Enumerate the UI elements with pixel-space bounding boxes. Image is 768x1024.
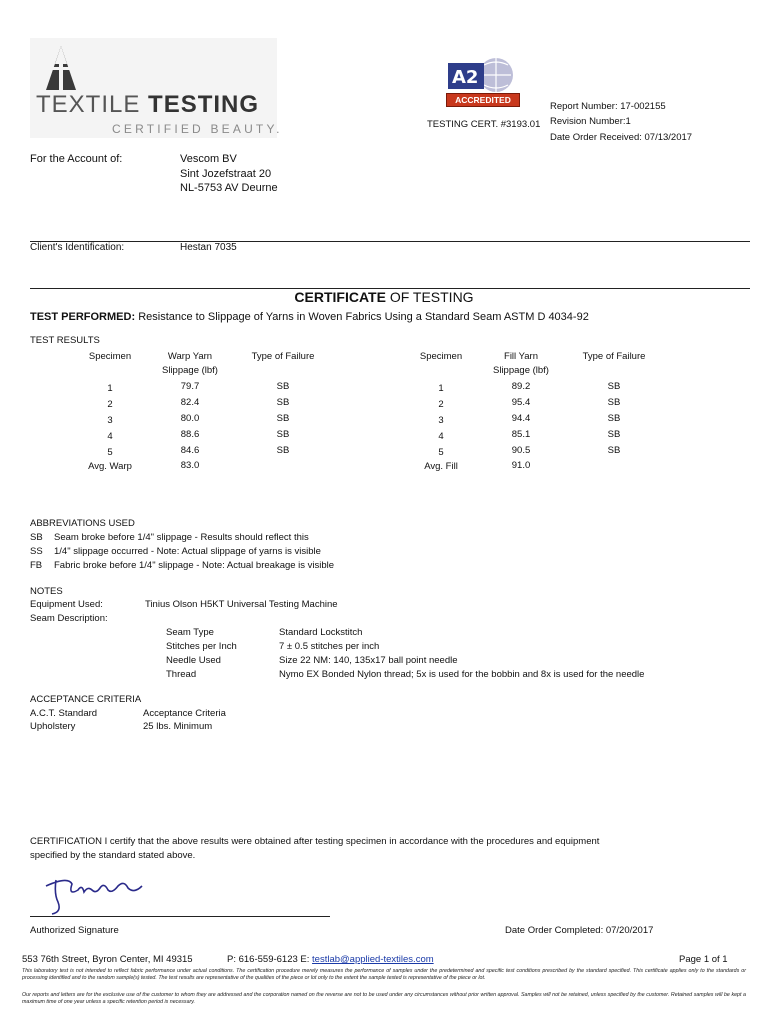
equipment-value: Tinius Olson H5KT Universal Testing Machine xyxy=(145,599,338,610)
seam-row-label: Seam Type xyxy=(166,627,214,638)
fill-yarn-header: Fill Yarn xyxy=(504,351,538,362)
account-name: Vescom BV xyxy=(180,153,237,165)
company-logo xyxy=(30,38,283,138)
fill-value-cell: 90.5 xyxy=(511,445,531,456)
revision-number: Revision Number:1 xyxy=(550,116,631,127)
fill-slippage-header: Slippage (lbf) xyxy=(493,365,549,376)
fill-failure-cell: SB xyxy=(607,381,621,392)
date-order-received: Date Order Received: 07/13/2017 xyxy=(550,132,693,143)
fill-value-cell: 89.2 xyxy=(511,381,531,392)
abbreviation-text: Seam broke before 1/4" slippage - Results should reflect this xyxy=(54,532,309,543)
acceptance-row-value: 25 lbs. Minimum xyxy=(143,721,213,732)
certificate-title-rest: OF TESTING xyxy=(389,289,474,305)
fill-specimen-cell: 5 xyxy=(438,447,444,458)
warp-value-cell: 88.6 xyxy=(180,429,200,440)
abbreviations-heading: ABBREVIATIONS USED xyxy=(30,518,135,529)
signature-line xyxy=(30,916,330,917)
warp-yarn-header: Warp Yarn xyxy=(167,351,213,362)
acceptance-row-label: Upholstery xyxy=(30,721,76,732)
abbreviation-code: FB xyxy=(30,560,43,571)
accredited-label: ACCREDITED xyxy=(446,93,520,107)
warp-specimen-cell: 4 xyxy=(107,431,113,442)
fill-specimen-cell: 4 xyxy=(438,431,444,442)
fill-value-cell: 94.4 xyxy=(511,413,531,424)
seam-row-label: Stitches per Inch xyxy=(166,641,237,652)
seam-description-label: Seam Description: xyxy=(30,613,108,624)
seam-row-value: Standard Lockstitch xyxy=(279,627,363,638)
date-order-completed: Date Order Completed: 07/20/2017 xyxy=(505,925,654,936)
warp-specimen-cell: 3 xyxy=(107,415,113,426)
warp-failure-header: Type of Failure xyxy=(251,351,315,362)
equipment-label: Equipment Used: xyxy=(30,599,103,610)
fill-failure-cell: SB xyxy=(607,413,621,424)
warp-value-cell: 84.6 xyxy=(180,445,200,456)
warp-specimen-header: Specimen xyxy=(88,351,132,362)
fill-failure-cell: SB xyxy=(607,429,621,440)
account-label: For the Account of: xyxy=(30,153,123,165)
warp-specimen-cell: 2 xyxy=(107,399,113,410)
warp-value-cell: 82.4 xyxy=(180,397,200,408)
test-performed-label: TEST PERFORMED: xyxy=(30,311,136,323)
fill-avg-value: 91.0 xyxy=(511,460,531,471)
abbreviation-text: Fabric broke before 1/4" slippage - Note: Actual breakage is visible xyxy=(54,560,335,571)
logo-tagline: CERTIFIED BEAUTY. xyxy=(112,122,283,136)
warp-avg-label: Avg. Warp xyxy=(88,461,132,472)
testing-cert-number: TESTING CERT. #3193.01 xyxy=(427,119,541,130)
warp-slippage-header: Slippage (lbf) xyxy=(162,365,218,376)
fill-specimen-cell: 1 xyxy=(438,383,444,394)
warp-failure-cell: SB xyxy=(276,413,290,424)
footer-phone: P: 616-559-6123 E: xyxy=(227,954,310,965)
logo-word-textile: TEXTILE xyxy=(36,91,141,118)
svg-text:A2: A2 xyxy=(452,67,479,88)
warp-value-cell: 80.0 xyxy=(180,413,200,424)
abbreviation-code: SB xyxy=(30,532,43,543)
fill-failure-cell: SB xyxy=(607,445,621,456)
certification-line2: specified by the standard stated above. xyxy=(30,850,196,861)
certification-line1: CERTIFICATION I certify that the above results were obtained after testing specimen in accordance with the procedures and equipment xyxy=(30,836,600,847)
fill-avg-label: Avg. Fill xyxy=(424,461,458,472)
accreditation-badge xyxy=(444,55,520,107)
footer-email-link[interactable]: testlab@applied-textiles.com xyxy=(312,954,434,965)
seam-row-label: Thread xyxy=(166,669,197,680)
certificate-title xyxy=(0,289,768,305)
footer-address: 553 76th Street, Byron Center, MI 49315 xyxy=(22,954,193,965)
handwritten-signature xyxy=(38,872,168,918)
abbreviation-text: 1/4" slippage occurred - Note: Actual slippage of yarns is visible xyxy=(54,546,321,557)
certificate-title-bold: CERTIFICATE xyxy=(294,289,386,305)
account-city: NL-5753 AV Deurne xyxy=(180,182,278,194)
acceptance-col-standard: A.C.T. Standard xyxy=(30,708,98,719)
fill-specimen-header: Specimen xyxy=(419,351,463,362)
warp-avg-value: 83.0 xyxy=(180,460,200,471)
client-id-label: Client's Identification: xyxy=(30,242,125,253)
warp-failure-cell: SB xyxy=(276,429,290,440)
divider xyxy=(30,241,750,242)
footer-disclaimer-1: This laboratory test is not intended to reflect fabric performance under actual conditions. The certification procedure merely measures the performance of samples under the predetermined and specific test conditions prescribed by the standard specified. This certificate applies only to the standards or processing identified and to the random sample(s) tested. The test results are representative of the qualities of the piece or lot only to the extent the sample tested is representative of the piece or lot. xyxy=(22,968,746,981)
fill-specimen-cell: 3 xyxy=(438,415,444,426)
seam-row-value: Nymo EX Bonded Nylon thread; 5x is used for the bobbin and 8x is used for the needle xyxy=(279,669,645,680)
page-number: Page 1 of 1 xyxy=(679,954,728,965)
footer-disclaimer-2: Our reports and letters are for the exclusive use of the customer to whom they are addressed and the corporation named on the reverse are not to be used under any circumstances without prior written approval. Samples will not be retained, unless specified by the customer. Retained samples will be kept a maximum time of one year unless a specific retention period is necessary. xyxy=(22,992,746,1005)
warp-failure-cell: SB xyxy=(276,445,290,456)
fill-value-cell: 95.4 xyxy=(511,397,531,408)
notes-heading: NOTES xyxy=(30,586,63,597)
fill-failure-header: Type of Failure xyxy=(582,351,646,362)
client-id-value: Hestan 7035 xyxy=(180,242,237,253)
report-number: Report Number: 17-002155 xyxy=(550,101,666,112)
logo-word-testing: TESTING xyxy=(148,91,260,118)
fill-value-cell: 85.1 xyxy=(511,429,531,440)
authorized-signature-label: Authorized Signature xyxy=(30,925,119,936)
account-street: Sint Jozefstraat 20 xyxy=(180,168,272,180)
test-results-heading: TEST RESULTS xyxy=(30,335,100,346)
fill-specimen-cell: 2 xyxy=(438,399,444,410)
acceptance-col-criteria: Acceptance Criteria xyxy=(143,708,226,719)
abbreviation-code: SS xyxy=(30,546,43,557)
warp-value-cell: 79.7 xyxy=(180,381,200,392)
test-performed xyxy=(30,311,589,323)
test-performed-value: Resistance to Slippage of Yarns in Woven Fabrics Using a Standard Seam ASTM D 4034-92 xyxy=(138,311,589,323)
warp-specimen-cell: 1 xyxy=(107,383,113,394)
seam-row-label: Needle Used xyxy=(166,655,221,666)
warp-specimen-cell: 5 xyxy=(107,447,113,458)
seam-row-value: Size 22 NM: 140, 135x17 ball point needle xyxy=(279,655,458,666)
warp-failure-cell: SB xyxy=(276,397,290,408)
footer-contact xyxy=(227,954,434,965)
acceptance-heading: ACCEPTANCE CRITERIA xyxy=(30,694,142,705)
seam-row-value: 7 ± 0.5 stitches per inch xyxy=(279,641,380,652)
fill-failure-cell: SB xyxy=(607,397,621,408)
warp-failure-cell: SB xyxy=(276,381,290,392)
